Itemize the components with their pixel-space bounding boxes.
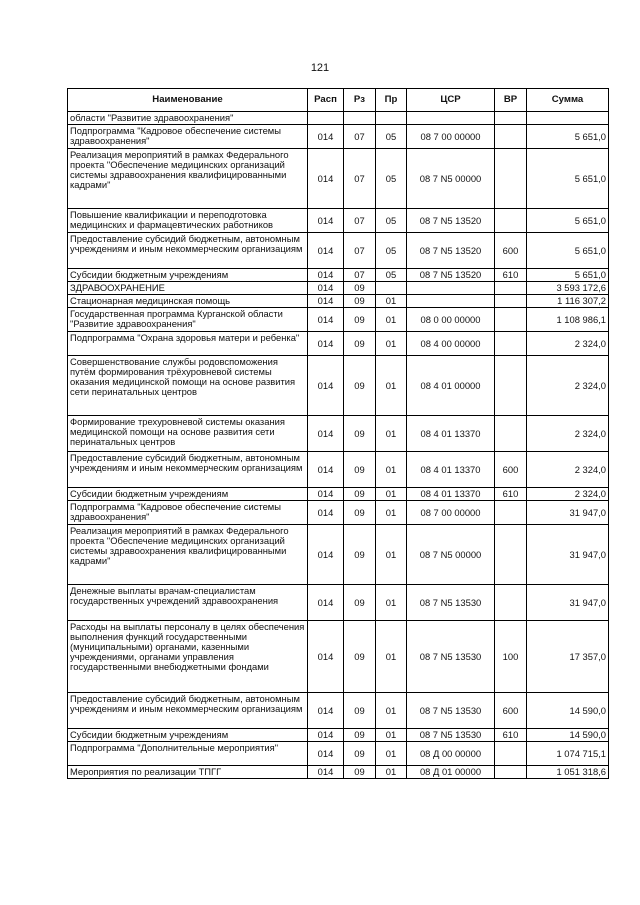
row-rasp: 014 [308, 308, 344, 332]
row-rz: 07 [344, 233, 376, 269]
row-pr: 01 [376, 501, 407, 525]
row-rasp: 014 [308, 125, 344, 149]
table-row [68, 149, 609, 209]
table-row [68, 766, 609, 779]
row-name: области "Развитие здравоохранения" [68, 112, 308, 125]
row-csr: 08 7 00 00000 [407, 501, 495, 525]
row-rasp: 014 [308, 269, 344, 282]
row-sum: 1 051 318,6 [527, 766, 609, 779]
row-name: Мероприятия по реализации ТПГГ [68, 766, 308, 779]
row-rz: 09 [344, 282, 376, 295]
header-pr: Пр [376, 89, 407, 112]
row-csr: 08 7 N5 00000 [407, 525, 495, 585]
row-vr: 610 [495, 269, 527, 282]
row-sum: 2 324,0 [527, 416, 609, 452]
row-vr: 610 [495, 488, 527, 501]
row-name: Субсидии бюджетным учреждениям [68, 488, 308, 501]
row-rz: 09 [344, 766, 376, 779]
row-name: Стационарная медицинская помощь [68, 295, 308, 308]
row-rz: 09 [344, 742, 376, 766]
row-name: Реализация мероприятий в рамках Федерального проекта "Обеспечение медицинских организаций системы здравоохранения квалифицированными кадрами" [68, 149, 308, 209]
row-sum: 5 651,0 [527, 149, 609, 209]
row-vr [495, 149, 527, 209]
row-sum: 1 116 307,2 [527, 295, 609, 308]
row-vr: 600 [495, 452, 527, 488]
row-rz: 07 [344, 209, 376, 233]
row-rz: 09 [344, 693, 376, 729]
row-vr [495, 209, 527, 233]
row-pr: 05 [376, 125, 407, 149]
row-sum: 14 590,0 [527, 693, 609, 729]
table-header-row [68, 89, 609, 112]
header-rasp: Расп [308, 89, 344, 112]
row-vr [495, 125, 527, 149]
table-row [68, 332, 609, 356]
row-vr [495, 742, 527, 766]
table-row [68, 112, 609, 125]
row-name: Подпрограмма "Кадровое обеспечение системы здравоохранения" [68, 125, 308, 149]
row-rasp: 014 [308, 501, 344, 525]
row-name: Денежные выплаты врачам-специалистам государственных учреждений здравоохранения [68, 585, 308, 621]
table-row [68, 356, 609, 416]
row-rasp: 014 [308, 766, 344, 779]
row-rz: 09 [344, 332, 376, 356]
row-name: Подпрограмма "Охрана здоровья матери и ребенка" [68, 332, 308, 356]
row-csr [407, 295, 495, 308]
row-rz: 09 [344, 488, 376, 501]
row-name: Субсидии бюджетным учреждениям [68, 269, 308, 282]
row-pr: 01 [376, 308, 407, 332]
row-sum: 1 074 715,1 [527, 742, 609, 766]
row-vr [495, 525, 527, 585]
row-rasp: 014 [308, 282, 344, 295]
row-sum: 31 947,0 [527, 501, 609, 525]
row-rz: 09 [344, 295, 376, 308]
row-name: Подпрограмма "Кадровое обеспечение системы здравоохранения" [68, 501, 308, 525]
row-pr: 05 [376, 149, 407, 209]
row-sum [527, 112, 609, 125]
table-row [68, 742, 609, 766]
row-name: Формирование трехуровневой системы оказания медицинской помощи на основе развития сети перинатальных центров [68, 416, 308, 452]
table-row [68, 295, 609, 308]
row-rasp: 014 [308, 488, 344, 501]
row-rasp: 014 [308, 742, 344, 766]
row-name: Совершенствование службы родовспоможения путём формирования трёхуровневой системы оказания медицинской помощи на основе развития сети перинатальных центров [68, 356, 308, 416]
table-row [68, 282, 609, 295]
row-name: Предоставление субсидий бюджетным, автономным учреждениям и иным некоммерческим организациям [68, 233, 308, 269]
row-rz: 09 [344, 585, 376, 621]
row-csr: 08 4 01 00000 [407, 356, 495, 416]
row-rz: 09 [344, 416, 376, 452]
table-row [68, 693, 609, 729]
row-csr: 08 4 01 13370 [407, 416, 495, 452]
row-rasp: 014 [308, 295, 344, 308]
table-row [68, 233, 609, 269]
row-pr: 01 [376, 525, 407, 585]
row-csr: 08 7 N5 13530 [407, 585, 495, 621]
row-rz: 09 [344, 525, 376, 585]
row-vr [495, 585, 527, 621]
row-rasp [308, 112, 344, 125]
row-pr: 01 [376, 332, 407, 356]
table-row [68, 585, 609, 621]
table-row [68, 125, 609, 149]
row-rz: 09 [344, 308, 376, 332]
row-vr: 100 [495, 621, 527, 693]
row-csr: 08 4 01 13370 [407, 488, 495, 501]
row-pr: 01 [376, 356, 407, 416]
row-rasp: 014 [308, 693, 344, 729]
row-sum: 5 651,0 [527, 269, 609, 282]
row-csr: 08 7 N5 13520 [407, 269, 495, 282]
row-sum: 3 593 172,6 [527, 282, 609, 295]
row-csr [407, 282, 495, 295]
row-name: Субсидии бюджетным учреждениям [68, 729, 308, 742]
row-vr [495, 295, 527, 308]
table-row [68, 269, 609, 282]
row-sum: 5 651,0 [527, 233, 609, 269]
row-pr: 01 [376, 693, 407, 729]
row-rasp: 014 [308, 209, 344, 233]
row-rasp: 014 [308, 233, 344, 269]
row-sum: 31 947,0 [527, 525, 609, 585]
row-csr: 08 Д 01 00000 [407, 766, 495, 779]
row-rasp: 014 [308, 149, 344, 209]
row-rasp: 014 [308, 332, 344, 356]
row-csr: 08 7 N5 00000 [407, 149, 495, 209]
row-rz: 09 [344, 621, 376, 693]
page-number: 121 [310, 62, 330, 74]
row-csr: 08 7 N5 13530 [407, 729, 495, 742]
row-rz: 07 [344, 125, 376, 149]
row-pr: 05 [376, 233, 407, 269]
row-pr [376, 112, 407, 125]
row-name: Предоставление субсидий бюджетным, автономным учреждениям и иным некоммерческим организациям [68, 452, 308, 488]
row-name: Расходы на выплаты персоналу в целях обеспечения выполнения функций государственными (муниципальными) органами, казенными учреждениями, органами управления государственными внебюджетными фондами [68, 621, 308, 693]
row-vr [495, 332, 527, 356]
table-row [68, 416, 609, 452]
row-rz: 07 [344, 149, 376, 209]
row-sum: 31 947,0 [527, 585, 609, 621]
row-pr: 01 [376, 621, 407, 693]
row-sum: 17 357,0 [527, 621, 609, 693]
row-csr [407, 112, 495, 125]
row-vr [495, 416, 527, 452]
row-csr: 08 4 00 00000 [407, 332, 495, 356]
table-row [68, 308, 609, 332]
row-csr: 08 7 N5 13520 [407, 209, 495, 233]
row-rasp: 014 [308, 416, 344, 452]
row-csr: 08 Д 00 00000 [407, 742, 495, 766]
row-csr: 08 7 N5 13520 [407, 233, 495, 269]
row-rz [344, 112, 376, 125]
table-row [68, 621, 609, 693]
table-row [68, 452, 609, 488]
row-name: Государственная программа Курганской области "Развитие здравоохранения" [68, 308, 308, 332]
row-rasp: 014 [308, 585, 344, 621]
row-pr: 01 [376, 585, 407, 621]
table-row [68, 488, 609, 501]
row-sum: 2 324,0 [527, 488, 609, 501]
row-sum: 5 651,0 [527, 209, 609, 233]
row-pr [376, 282, 407, 295]
row-rz: 09 [344, 501, 376, 525]
row-vr: 610 [495, 729, 527, 742]
row-rz: 09 [344, 452, 376, 488]
row-rasp: 014 [308, 621, 344, 693]
row-csr: 08 7 N5 13530 [407, 693, 495, 729]
row-sum: 14 590,0 [527, 729, 609, 742]
row-pr: 01 [376, 452, 407, 488]
row-pr: 01 [376, 416, 407, 452]
row-pr: 05 [376, 269, 407, 282]
row-vr: 600 [495, 693, 527, 729]
header-rz: Рз [344, 89, 376, 112]
row-vr [495, 501, 527, 525]
row-rasp: 014 [308, 452, 344, 488]
row-vr [495, 308, 527, 332]
row-sum: 2 324,0 [527, 452, 609, 488]
row-rz: 09 [344, 729, 376, 742]
row-csr: 08 7 00 00000 [407, 125, 495, 149]
header-csr: ЦСР [407, 89, 495, 112]
header-sum: Сумма [527, 89, 609, 112]
budget-table [67, 88, 609, 779]
row-rasp: 014 [308, 525, 344, 585]
row-pr: 01 [376, 295, 407, 308]
row-vr [495, 282, 527, 295]
row-name: ЗДРАВООХРАНЕНИЕ [68, 282, 308, 295]
row-csr: 08 0 00 00000 [407, 308, 495, 332]
header-vr: ВР [495, 89, 527, 112]
table-row [68, 525, 609, 585]
row-vr: 600 [495, 233, 527, 269]
row-name: Подпрограмма "Дополнительные мероприятия" [68, 742, 308, 766]
row-pr: 01 [376, 729, 407, 742]
row-vr [495, 766, 527, 779]
row-vr [495, 112, 527, 125]
row-pr: 05 [376, 209, 407, 233]
table-row [68, 501, 609, 525]
row-rasp: 014 [308, 356, 344, 416]
row-rasp: 014 [308, 729, 344, 742]
table-row [68, 729, 609, 742]
row-name: Повышение квалификации и переподготовка медицинских и фармацевтических работников [68, 209, 308, 233]
row-sum: 1 108 986,1 [527, 308, 609, 332]
row-csr: 08 7 N5 13530 [407, 621, 495, 693]
header-name: Наименование [68, 89, 308, 112]
row-pr: 01 [376, 488, 407, 501]
row-sum: 5 651,0 [527, 125, 609, 149]
row-name: Реализация мероприятий в рамках Федерального проекта "Обеспечение медицинских организаций системы здравоохранения квалифицированными кадрами" [68, 525, 308, 585]
row-csr: 08 4 01 13370 [407, 452, 495, 488]
row-vr [495, 356, 527, 416]
table-row [68, 209, 609, 233]
row-sum: 2 324,0 [527, 356, 609, 416]
row-rz: 07 [344, 269, 376, 282]
row-rz: 09 [344, 356, 376, 416]
row-name: Предоставление субсидий бюджетным, автономным учреждениям и иным некоммерческим организациям [68, 693, 308, 729]
row-pr: 01 [376, 742, 407, 766]
row-sum: 2 324,0 [527, 332, 609, 356]
row-pr: 01 [376, 766, 407, 779]
